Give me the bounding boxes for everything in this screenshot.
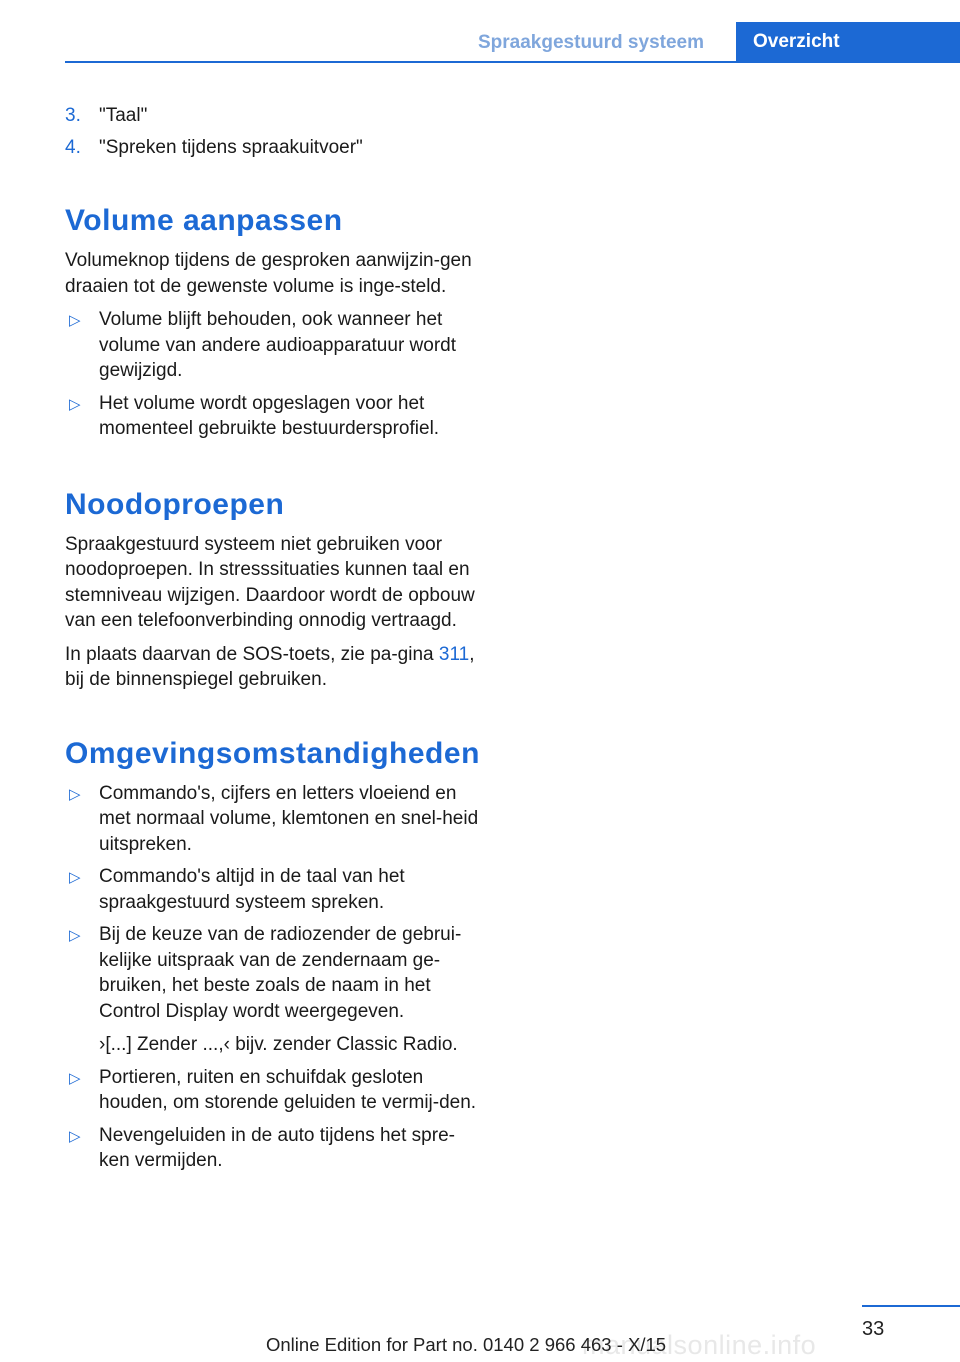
page-content xyxy=(65,103,480,1181)
list-item-text: Het volume wordt opgeslagen voor het momenteel gebruikte bestuurdersprofiel. xyxy=(99,392,440,439)
list-item xyxy=(65,1123,480,1174)
triangle-bullet-icon: ▷ xyxy=(69,785,81,803)
list-number: 3. xyxy=(65,105,81,126)
edition-footer: Online Edition for Part no. 0140 2 966 463 - X/15 xyxy=(266,1334,667,1355)
list-item xyxy=(65,781,480,858)
omgeving-bullet-list xyxy=(65,781,480,1174)
triangle-bullet-icon: ▷ xyxy=(69,395,81,413)
noodoproepen-sos-paragraph xyxy=(65,642,480,693)
volume-intro: Volumeknop tijdens de gesproken aanwijzin-gen draaien tot de gewenste volume is inge-steld. xyxy=(65,250,472,297)
list-item-text: Nevengeluiden in de auto tijdens het spre-ken vermijden. xyxy=(99,1124,455,1171)
triangle-bullet-icon: ▷ xyxy=(69,312,81,329)
list-item-text: Commando's, cijfers en letters vloeiend en met normaal volume, klemtonen en snel-heid uitspreken. xyxy=(99,782,479,855)
list-item-text: Volume blijft behouden, ook wanneer het volume van andere audioapparatuur wordt gewijzigd. xyxy=(99,309,457,381)
page-number: 33 xyxy=(862,1318,885,1340)
list-item xyxy=(65,307,480,384)
list-item xyxy=(65,922,480,1058)
section-heading-volume: Volume aanpassen xyxy=(65,204,343,237)
list-item-text: Portieren, ruiten en schuifdak gesloten houden, om storende geluiden te vermij-den. xyxy=(99,1066,477,1113)
list-number: 4. xyxy=(65,136,81,158)
list-item xyxy=(65,135,480,161)
list-item xyxy=(65,864,480,915)
triangle-bullet-icon: ▷ xyxy=(69,927,81,944)
paragraph-text: In plaats daarvan de SOS-toets, zie pa-gina xyxy=(65,643,439,665)
numbered-list xyxy=(65,103,480,160)
header-section-title: Spraakgestuurd systeem xyxy=(478,32,704,53)
list-item-text: Bij de keuze van de radiozender de gebrui-kelijke uitspraak van de zendernaam ge-bruiken, het beste zoals de naam in het Control Display wordt weergegeven. xyxy=(99,924,462,1022)
triangle-bullet-icon: ▷ xyxy=(69,1069,81,1087)
triangle-bullet-icon: ▷ xyxy=(69,869,81,886)
page-header xyxy=(0,0,960,62)
watermark: manualsonline.info xyxy=(582,1330,817,1360)
header-chapter-tab[interactable]: Overzicht xyxy=(736,22,960,62)
section-heading-noodoproepen: Noodoproepen xyxy=(65,487,285,521)
volume-bullet-list xyxy=(65,307,480,442)
example-command: ›[...] Zender ...,‹ bijv. zender Classic Radio. xyxy=(99,1034,458,1055)
section-heading-omgeving: Omgevingsomstandigheden xyxy=(65,736,480,770)
noodoproepen-paragraph: Spraakgestuurd systeem niet gebruiken voor noodoproepen. In stresssituaties kunnen taal en stemniveau wijzigen. Daardoor wordt de opbouw van een telefoonverbinding onnodig vertraagd. xyxy=(65,533,475,631)
header-divider xyxy=(65,61,960,63)
list-item xyxy=(65,103,480,129)
list-item-text: "Spreken tijdens spraakuitvoer" xyxy=(99,136,363,158)
list-item-text: "Taal" xyxy=(99,105,148,126)
footer-divider xyxy=(862,1305,960,1307)
list-item-text: Commando's altijd in de taal van het spraakgestuurd systeem spreken. xyxy=(99,866,405,913)
paragraph-text: , bij de binnenspiegel gebruiken. xyxy=(65,643,475,690)
page-reference-link[interactable]: 311 xyxy=(438,643,470,665)
triangle-bullet-icon: ▷ xyxy=(69,1127,81,1145)
list-item xyxy=(65,391,480,442)
list-item xyxy=(65,1065,480,1116)
